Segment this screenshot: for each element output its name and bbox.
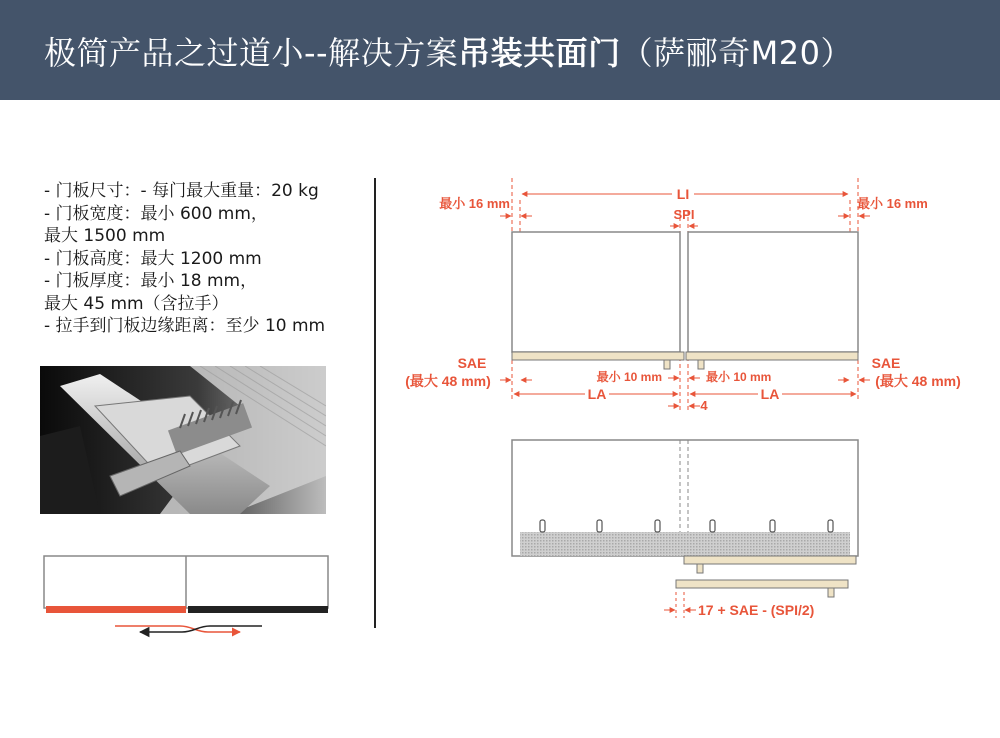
spec-line: - 门板厚度：最小 18 mm，	[44, 271, 258, 291]
mesh-fill	[520, 532, 850, 556]
li-label: LI	[676, 186, 690, 202]
sae-right-note: (最大 48 mm)	[875, 373, 961, 389]
offset-4-label: 4	[700, 398, 708, 413]
spec-line: - 门板尺寸：- 每门最大重量：20 kg	[44, 181, 319, 201]
title-bold: 吊装共面门	[458, 34, 621, 72]
spec-line: - 门板高度：最大 1200 mm	[44, 248, 262, 269]
formula-label: 17 + SAE - (SPI/2)	[698, 602, 815, 618]
spi-label: SPI	[673, 207, 695, 222]
title-suffix: （萨郦奇M20）	[620, 34, 853, 72]
spec-line: - 门板宽度：最小 600 mm，	[44, 203, 268, 224]
door-left-strip	[46, 606, 186, 613]
spec-line: - 拉手到门板边缘距离：至少 10 mm	[44, 316, 326, 336]
door-panels-top	[512, 232, 858, 369]
min16-left-label: 最小 16 mm	[439, 196, 510, 211]
la-left-label: LA	[587, 386, 607, 402]
spec-line: 最大 1500 mm	[44, 226, 166, 246]
sae-right-label: SAE	[871, 355, 901, 371]
sae-left-note: (最大 48 mm)	[405, 373, 491, 389]
slide-arrow-right	[115, 626, 240, 632]
door-thumbnail	[44, 556, 328, 632]
min16-right-label: 最小 16 mm	[857, 196, 928, 211]
min10-right-label: 最小 10 mm	[706, 370, 772, 384]
la-right-label: LA	[760, 386, 780, 402]
sae-left-label: SAE	[457, 355, 487, 371]
title-plain: 极简产品之过道小--解决方案	[44, 34, 459, 72]
door-panels-bottom	[512, 440, 858, 618]
spec-line: 最大 45 mm（含拉手）	[44, 293, 229, 314]
door-right-strip	[188, 606, 328, 613]
min10-left-label: 最小 10 mm	[596, 370, 662, 384]
